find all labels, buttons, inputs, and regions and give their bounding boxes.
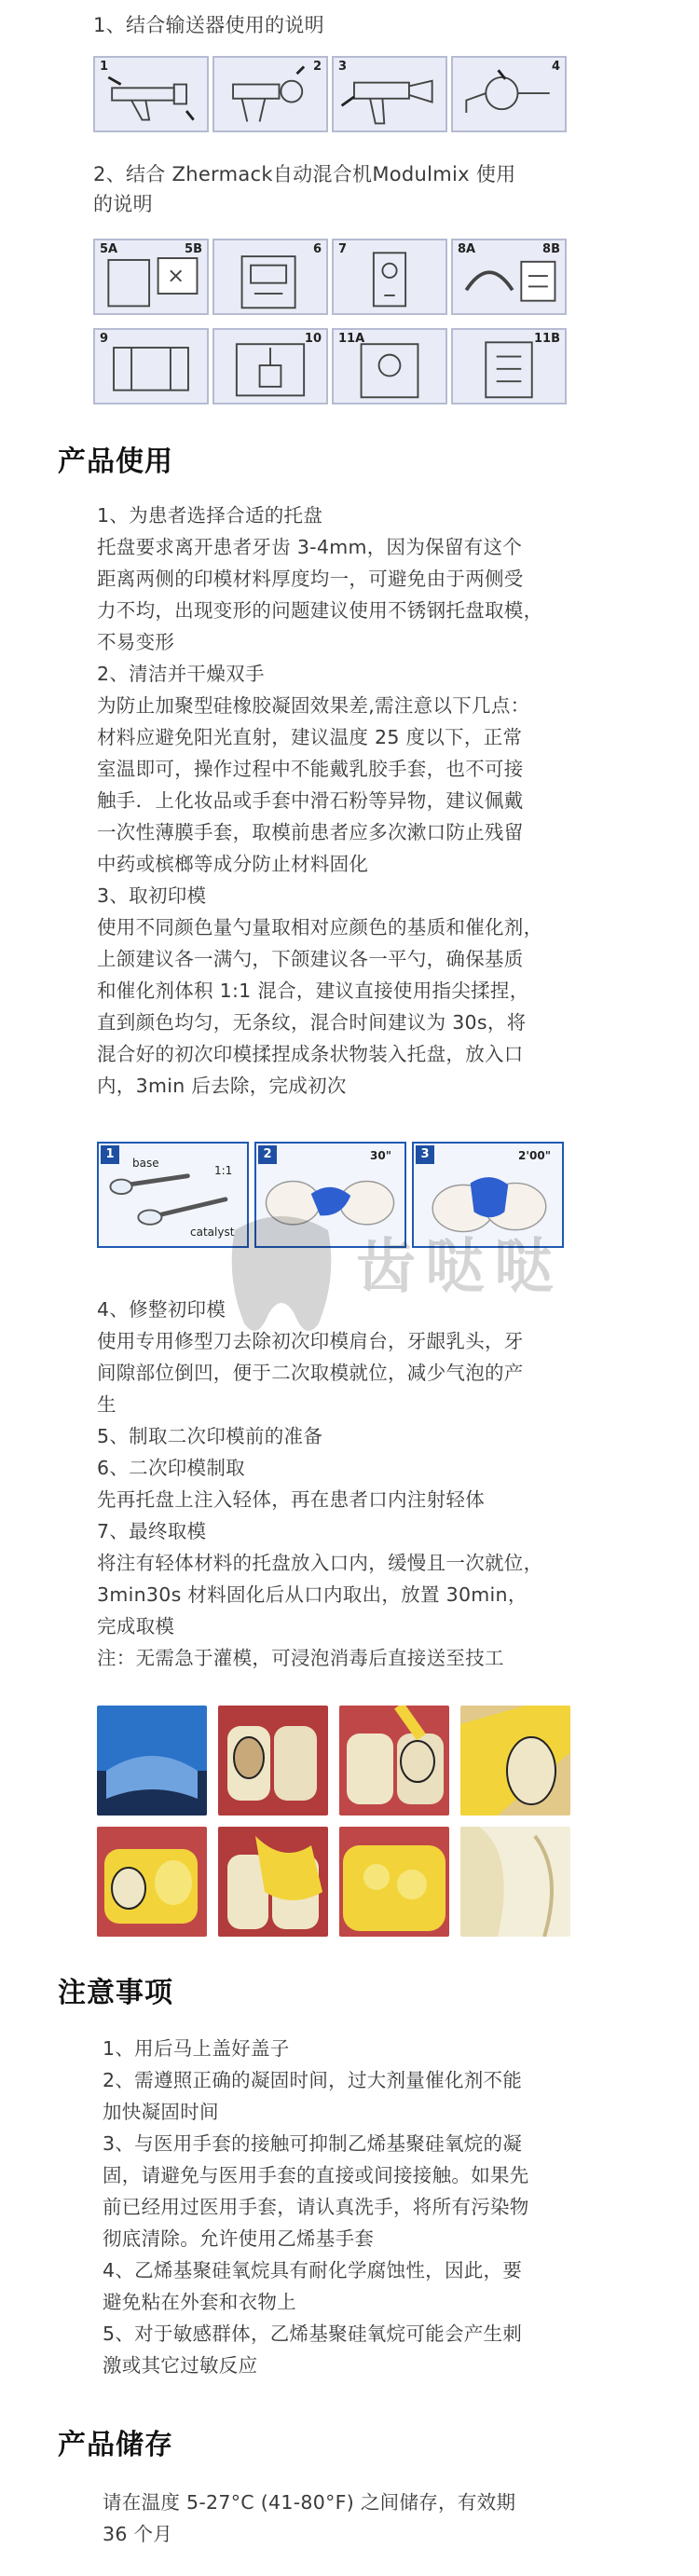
impression-steps-image: [97, 1142, 565, 1248]
usage-line: 中药或槟榔等成分防止材料固化: [97, 853, 369, 875]
step-number: 1: [100, 60, 109, 74]
notes-line: 1、用后马上盖好盖子: [103, 2037, 290, 2060]
delivery-title-2-cont: 的说明: [93, 193, 153, 215]
step-number: 10: [304, 332, 322, 346]
step-image-8: [451, 239, 567, 315]
dispenser-illustration: [214, 58, 326, 130]
usage-line: 室温即可，操作过程中不能戴乳胶手套，也不可接: [97, 758, 524, 780]
clinical-photo-8: [460, 1827, 570, 1937]
step-number: 8B: [542, 242, 560, 256]
modulmix-step-strip-2: [93, 328, 567, 404]
step-image-2: [212, 56, 328, 132]
step-image-7: [332, 239, 447, 315]
mix-time-label: 30": [370, 1149, 391, 1162]
tray-in-hand-icon: [414, 1144, 562, 1246]
usage-line: 先再托盘上注入轻体，再在患者口内注射轻体: [97, 1488, 485, 1511]
usage-line: 完成取模: [97, 1615, 175, 1637]
usage-line: 上颌建议各一满勺，下颌建议各一平勺，确保基质: [97, 948, 524, 970]
usage-line: 6、二次印模制取: [97, 1457, 245, 1479]
impression-step-1: [97, 1142, 249, 1248]
usage-line: 混合好的初次印模揉捏成条状物装入托盘，放入口: [97, 1043, 524, 1065]
impression-step-number: 1: [101, 1145, 119, 1164]
step-number: 2: [312, 60, 322, 74]
step-image-1: [93, 56, 209, 132]
mixer-illustration: [453, 330, 565, 403]
clinical-photo-5: [97, 1827, 207, 1937]
kneading-hands-icon: [256, 1144, 404, 1246]
usage-line: 一次性薄膜手套，取模前患者应多次漱口防止残留: [97, 821, 524, 843]
step-number: 6: [312, 242, 322, 256]
usage-line: 为防止加聚型硅橡胶凝固效果差,需注意以下几点：: [97, 694, 530, 717]
usage-line: 触手．上化妆品或手套中滑石粉等异物，建议佩戴: [97, 789, 524, 812]
step-number: 8A: [458, 242, 476, 256]
notes-line: 前已经用过医用手套，请认真洗手，将所有污染物: [103, 2196, 529, 2218]
notes-heading: 注意事项: [58, 1977, 173, 2009]
impression-step-number: 3: [416, 1145, 434, 1164]
clinical-photo-2: [218, 1706, 328, 1816]
storage-line: 请在温度 5-27°C (41-80°F) 之间储存，有效期: [103, 2491, 516, 2514]
mixer-illustration: [453, 240, 565, 313]
usage-line: 生: [97, 1393, 116, 1416]
delivery-step-strip-1: [93, 56, 567, 132]
notes-line: 2、需遵照正确的凝固时间，过大剂量催化剂不能: [103, 2069, 523, 2091]
usage-line: 4、修整初印模: [97, 1298, 226, 1321]
measuring-spoon-icon: [99, 1144, 247, 1246]
notes-line: 避免粘在外套和衣物上: [103, 2291, 296, 2313]
mixer-illustration: [95, 240, 207, 313]
step-image-6: [212, 239, 328, 315]
clinical-photo-4: [460, 1706, 570, 1816]
step-number: 3: [338, 60, 348, 74]
clinical-photo-1: [97, 1706, 207, 1816]
notes-line: 加快凝固时间: [103, 2101, 219, 2123]
usage-line: 3min30s 材料固化后从口内取出，放置 30min，: [97, 1583, 528, 1606]
usage-line: 使用专用修型刀去除初次印模肩台，牙龈乳头，牙: [97, 1330, 524, 1352]
mixer-illustration: [214, 330, 326, 403]
watermark-text: 齿哒哒: [356, 1233, 563, 1302]
usage-line: 3、取初印模: [97, 884, 207, 907]
clinical-photo-3: [339, 1706, 449, 1816]
step-image-11a: [332, 328, 447, 404]
impression-step-2: [254, 1142, 406, 1248]
usage-line: 不易变形: [97, 631, 175, 653]
usage-line: 将注有轻体材料的托盘放入口内，缓慢且一次就位，: [97, 1552, 543, 1574]
step-number: 11B: [534, 332, 560, 346]
step-image-10: [212, 328, 328, 404]
mixer-illustration: [214, 240, 326, 313]
usage-heading: 产品使用: [58, 445, 173, 478]
storage-heading: 产品储存: [58, 2429, 173, 2461]
dispenser-illustration: [95, 58, 207, 130]
delivery-title-1: 1、结合输送器使用的说明: [93, 14, 324, 36]
base-label: base: [132, 1157, 159, 1170]
modulmix-step-strip-1: [93, 239, 567, 315]
step-number: 11A: [338, 332, 365, 346]
step-image-4: [451, 56, 567, 132]
impression-step-3: [412, 1142, 564, 1248]
step-number: 5A: [100, 242, 118, 256]
notes-line: 彻底清除。允许使用乙烯基手套: [103, 2227, 375, 2250]
usage-line: 材料应避免阳光直射，建议温度 25 度以下，正常: [97, 726, 523, 748]
usage-line: 直到颜色均匀，无条纹，混合时间建议为 30s，将: [97, 1011, 527, 1034]
usage-line: 间隙部位倒凹，便于二次取模就位，减少气泡的产: [97, 1362, 524, 1384]
mixer-illustration: [334, 240, 445, 313]
mixer-illustration: [334, 330, 445, 403]
usage-line: 使用不同颜色量勺量取相对应颜色的基质和催化剂，: [97, 916, 543, 939]
usage-line: 注：无需急于灌模，可浸泡消毒后直接送至技工: [97, 1647, 504, 1669]
usage-line: 1、为患者选择合适的托盘: [97, 504, 323, 527]
usage-line: 距离两侧的印模材料厚度均一，可避免由于两侧受: [97, 568, 524, 590]
catalyst-label: catalyst: [190, 1226, 235, 1239]
ratio-label: 1:1: [214, 1164, 233, 1177]
clinical-photo-7: [339, 1827, 449, 1937]
clinical-photo-grid: [97, 1706, 570, 1937]
dispenser-illustration: [453, 58, 565, 130]
step-number: 5B: [185, 242, 202, 256]
usage-line: 内，3min 后去除，完成初次: [97, 1075, 347, 1097]
clinical-photo-6: [218, 1827, 328, 1937]
step-number: 9: [100, 332, 109, 346]
usage-line: 力不均，出现变形的问题建议使用不锈钢托盘取模，: [97, 599, 543, 622]
step-image-11b: [451, 328, 567, 404]
notes-line: 3、与医用手套的接触可抑制乙烯基聚硅氧烷的凝: [103, 2132, 523, 2155]
impression-step-number: 2: [258, 1145, 277, 1164]
storage-line: 36 个月: [103, 2523, 173, 2545]
delivery-title-2: 2、结合 Zhermack自动混合机Modulmix 使用: [93, 163, 516, 185]
set-time-label: 2'00": [518, 1149, 551, 1162]
dispenser-illustration: [334, 58, 445, 130]
usage-line: 和催化剂体积 1:1 混合，建议直接使用指尖揉捏，: [97, 980, 529, 1002]
notes-line: 4、乙烯基聚硅氧烷具有耐化学腐蚀性，因此，要: [103, 2259, 523, 2281]
notes-line: 固，请避免与医用手套的直接或间接接触。如果先: [103, 2164, 529, 2186]
mixer-illustration: [95, 330, 207, 403]
step-number: 7: [338, 242, 348, 256]
usage-line: 2、清洁并干燥双手: [97, 663, 265, 685]
step-image-5: [93, 239, 209, 315]
step-image-3: [332, 56, 447, 132]
usage-line: 7、最终取模: [97, 1520, 207, 1542]
step-image-9: [93, 328, 209, 404]
notes-line: 5、对于敏感群体，乙烯基聚硅氧烷可能会产生刺: [103, 2323, 523, 2345]
notes-line: 激或其它过敏反应: [103, 2354, 258, 2377]
usage-line: 托盘要求离开患者牙齿 3-4mm，因为保留有这个: [97, 536, 523, 558]
step-number: 4: [551, 60, 560, 74]
usage-line: 5、制取二次印模前的准备: [97, 1425, 323, 1447]
